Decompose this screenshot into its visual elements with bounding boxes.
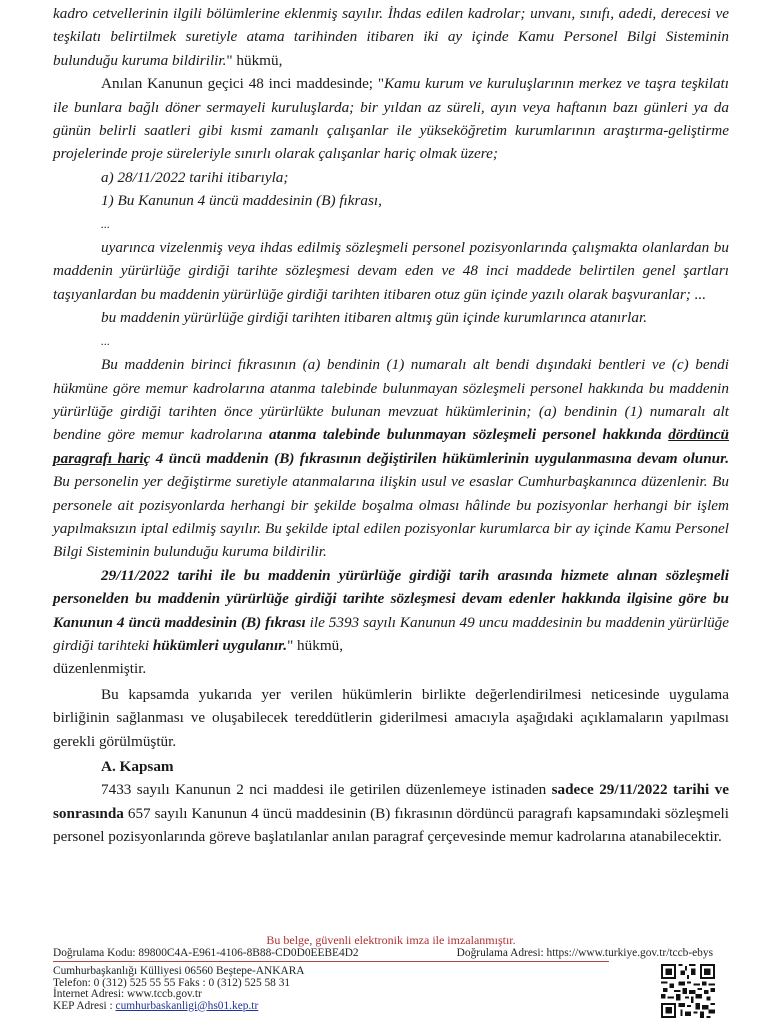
e-signature-stamp: Bu belge, güvenli elektronik imza ile imzalanmıştır. xyxy=(266,933,516,947)
item-1: 1) Bu Kanunun 4 üncü maddesinin (B) fıkrası, xyxy=(101,192,382,210)
footer-divider xyxy=(53,961,609,962)
paragraph-1: kadro cetvellerinin ilgili bölümlerine eklenmiş sayılır. İhdas edilen kadrolar; unvanı, sınıfı, adedi, derecesi ve teşkilatı belirtilmek suretiyle atama tarihinden itibaren iki ay içinde Kamu Personel Bilgi Sisteminin bulunduğu kuruma bildirilir." hükmü, xyxy=(53,5,729,69)
internet-address: İnternet Adresi: www.tccb.gov.tr xyxy=(53,988,202,1000)
ellipsis: ... xyxy=(101,333,110,348)
paragraph-6: 29/11/2022 tarihi ile bu maddenin yürürlüğe girdiği tarih arasında hizmete alınan sözleşmeli personelden bu maddenin yürürlüğe girdiği tarihte sözleşmesi devam edenler hakkında ilgisine göre bu Kanunun 4 üncü maddesinin (B) fıkrası ile 5393 sayılı Kanunun 49 uncu maddesinin bu maddenin yürürlüğe girdiği tarihteki hükümleri uygulanır." hükmü, xyxy=(53,566,729,654)
underlined-text: dördüncü paragrafı hari xyxy=(53,426,729,467)
kep-address: KEP Adresi : cumhurbaskanligi@hs01.kep.tr xyxy=(53,999,259,1012)
paragraph-4: bu maddenin yürürlüğe girdiği tarihten itibaren altmış gün içinde kurumlarınca atanırlar. xyxy=(101,309,648,327)
contact-block xyxy=(53,966,729,1012)
paragraph-7: düzenlenmiştir. xyxy=(53,660,147,678)
paragraph-3: uyarınca vizelenmiş veya ihdas edilmiş sözleşmeli personel pozisyonlarında çalışmakta olanlardan bu maddenin yürürlüğe girdiği tarihte sözleşmesi devam eden ve 48 inci maddede belirtilen genel şartları taşıyanlardan bu maddenin yürürlüğe girdiği tarihten itibaren otuz gün içinde yazılı olarak başvuranlar; ... xyxy=(53,239,729,303)
verification-address[interactable]: Doğrulama Adresi: https://www.turkiye.gov.tr/tccb-ebys xyxy=(456,947,713,959)
item-a: a) 28/11/2022 tarihi itibarıyla; xyxy=(101,168,289,186)
paragraph-9: 7433 sayılı Kanunun 2 nci maddesi ile getirilen düzenlemeye istinaden sadece 29/11/2022 tarihi ve sonrasında 657 sayılı Kanunun 4 üncü maddesinin (B) fıkrasının dördüncü paragrafı kapsamındaki sözleşmeli personel pozisyonlarında göreve başlatılanlar anılan paragraf çerçevesinde memur kadrolarına atanabilecektir. xyxy=(53,781,729,846)
phone-fax: Telefon: 0 (312) 525 55 55 Faks : 0 (312) 525 58 31 xyxy=(53,976,291,989)
ellipsis: ... xyxy=(101,216,110,231)
paragraph-5: Bu maddenin birinci fıkrasının (a) bendinin (1) numaralı alt bendi dışındaki bentleri ve (c) bendi hükmüne göre memur kadrolarına atanma talebinde bulunmayan sözleşmeli personel hakkında bu maddenin yürürlüğe girdiği tarihten önce yürürlükte bulunan mevzuat hükümlerinin; (a) bendinin (1) numaralı alt bendine göre memur kadrolarına atanma talebinde bulunmayan sözleşmeli personel hakkında dördüncü paragrafı hariç 4 üncü maddenin (B) fıkrasının değiştirilen hükümlerinin uygulanmasına devam olunur. Bu personelin yer değiştirme suretiyle atanmalarına ilişkin usul ve esaslar Cumhurbaşkanınca düzenlenir. Bu personele ait pozisyonlarda herhangi bir şekilde boşalma olması hâlinde bu pozisyonlar herhangi bir işlem yapılmaksızın iptal edilmiş sayılır. Bu şekilde iptal edilen pozisyonlar kurumlarca bir ay içinde Kamu Personel Bilgi Sisteminin bulunduğu kuruma bildirilir. xyxy=(53,356,729,561)
document-page xyxy=(53,2,729,849)
paragraph-2: Anılan Kanunun geçici 48 inci maddesinde; "Kamu kurum ve kuruluşlarının merkez ve taşra teşkilatı ile bunlara bağlı döner sermayeli kuruluşlarda; bir yıldan az süreli, ayın veya haftanın bazı günleri ya da günün belirli saatleri gibi kısmi zamanlı çalışanlar ile yükseköğretim kurumlarının araştırma-geliştirme projelerinde proje süreleriyle sınırlı olarak çalışanlar hariç olmak üzere; xyxy=(53,75,729,163)
section-heading: A. Kapsam xyxy=(101,758,174,775)
paragraph-8: Bu kapsamda yukarıda yer verilen hükümlerin birlikte değerlendirilmesi neticesinde uygulama birliğinin sağlanması ve oluşabilecek tereddütlerin giderilmesi amacıyla aşağıdaki açıklamaların yapılması gerekli görülmüştür. xyxy=(53,685,729,750)
verification-row xyxy=(53,947,729,960)
qr-code-icon xyxy=(661,964,715,1018)
kep-email-link[interactable]: cumhurbaskanligi@hs01.kep.tr xyxy=(115,999,259,1012)
document-footer xyxy=(53,934,729,1012)
postal-address: Cumhurbaşkanlığı Külliyesi 06560 Beştepe-ANKARA xyxy=(53,965,305,977)
verification-code: Doğrulama Kodu: 89800C4A-E961-4106-8B88-CD0D0EEBE4D2 xyxy=(53,947,359,959)
